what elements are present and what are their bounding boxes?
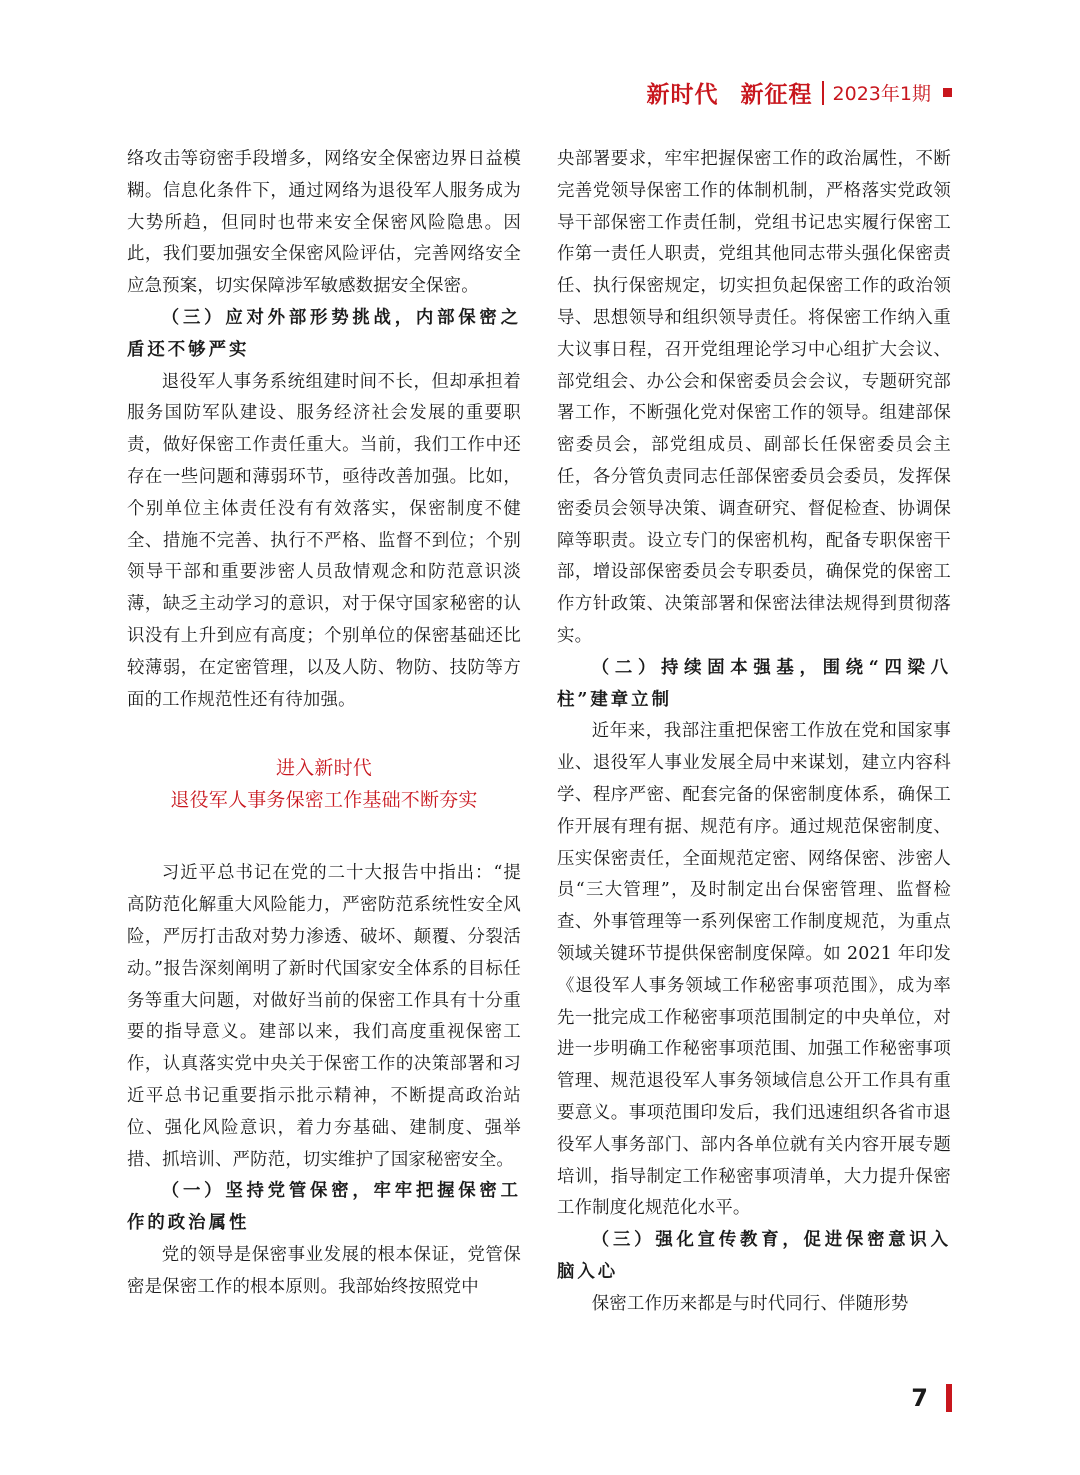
- left-column: [127, 144, 521, 1304]
- section-title-line-2: 退役军人事务保密工作基础不断夯实: [170, 789, 478, 812]
- header-brand-b: 新征程: [740, 82, 813, 108]
- section-title-line-1: 进入新时代: [275, 757, 372, 780]
- paragraph: 保密工作历来都是与时代同行、伴随形势: [591, 1293, 909, 1314]
- page-footer: [911, 1384, 952, 1412]
- header-brand-a: 新时代: [646, 82, 719, 108]
- subheading: （二）持续固本强基，围绕“四梁八柱”建章立制: [557, 657, 951, 710]
- header-divider: [822, 81, 824, 105]
- page-header: [647, 76, 952, 109]
- subheading: （三）应对外部形势挑战，内部保密之盾还不够严实: [127, 307, 521, 360]
- paragraph: 络攻击等窃密手段增多，网络安全保密边界日益模糊。信息化条件下，通过网络为退役军人服务成为大势所趋，但同时也带来安全保密风险隐患。因此，我们要加强安全保密风险评估，完善网络安全应急预案，切实保障涉军敏感数据安全保密。: [127, 149, 521, 297]
- subheading: （一）坚持党管保密，牢牢把握保密工作的政治属性: [127, 1181, 521, 1234]
- paragraph: 党的领导是保密事业发展的根本保证，党管保密是保密工作的根本原则。我部始终按照党中: [127, 1244, 521, 1297]
- subheading: （三）强化宣传教育，促进保密意识入脑入心: [557, 1230, 951, 1282]
- page-number: 7: [911, 1384, 928, 1412]
- header-issue: 2023年1期: [832, 83, 931, 105]
- header-square-icon: [943, 88, 952, 97]
- paragraph: 央部署要求，牢牢把握保密工作的政治属性，不断完善党领导保密工作的体制机制，严格落实党政领导干部保密工作责任制，党组书记忠实履行保密工作第一责任人职责，党组其他同志带头强化保密责任、执行保密规定，切实担负起保密工作的政治领导、思想领导和组织领导责任。将保密工作纳入重大议事日程，召开党组理论学习中心组扩大会议、部党组会、办公会和保密委员会会议，专题研究部署工作，不断强化党对保密工作的领导。组建部保密委员会，部党组成员、副部长任保密委员会主任，各分管负责同志任部保密委员会委员，发挥保密委员会领导决策、调查研究、督促检查、协调保障等职责。设立专门的保密机构，配备专职保密干部，增设部保密委员会专职委员，确保党的保密工作方针政策、决策部署和保密法律法规得到贯彻落实。: [557, 149, 951, 646]
- footer-bar: [946, 1384, 952, 1412]
- paragraph: 退役军人事务系统组建时间不长，但却承担着服务国防军队建设、服务经济社会发展的重要职责，做好保密工作责任重大。当前，我们工作中还存在一些问题和薄弱环节，亟待改善加强。比如，个别单位主体责任没有有效落实，保密制度不健全、措施不完善、执行不严格、监督不到位；个别领导干部和重要涉密人员敌情观念和防范意识淡薄，缺乏主动学习的意识，对于保守国家秘密的认识没有上升到应有高度；个别单位的保密基础还比较薄弱，在定密管理，以及人防、物防、技防等方面的工作规范性还有待加强。: [127, 371, 521, 710]
- paragraph: 近年来，我部注重把保密工作放在党和国家事业、退役军人事业发展全局中来谋划，建立内容科学、程序严密、配套完备的保密制度体系，确保工作开展有理有据、规范有序。通过规范保密制度、压实保密责任，全面规范定密、网络保密、涉密人员“三大管理”，及时制定出台保密管理、监督检查、外事管理等一系列保密工作制度规范，为重点领域关键环节提供保密制度保障。如 2021 年印发《退役军人事务领域工作秘密事项范围》，成为率先一批完成工作秘密事项范围制定的中央单位，对进一步明确工作秘密事项范围、加强工作秘密事项管理、规范退役军人事务领域信息公开工作具有重要意义。事项范围印发后，我们迅速组织各省市退役军人事务部门、部内各单位就有关内容开展专题培训，指导制定工作秘密事项清单，大力提升保密工作制度化规范化水平。: [557, 721, 951, 1219]
- section-title: [127, 752, 521, 816]
- right-column: [557, 144, 951, 1320]
- paragraph: 习近平总书记在党的二十大报告中指出：“提高防范化解重大风险能力，严密防范系统性安全风险，严厉打击敌对势力渗透、破坏、颠覆、分裂活动。”报告深刻阐明了新时代国家安全体系的目标任务等重大问题，对做好当前的保密工作具有十分重要的指导意义。建部以来，我们高度重视保密工作，认真落实党中央关于保密工作的决策部署和习近平总书记重要指示批示精神，不断提高政治站位、强化风险意识，着力夯基础、建制度、强举措、抓培训、严防范，切实维护了国家秘密安全。: [127, 863, 521, 1170]
